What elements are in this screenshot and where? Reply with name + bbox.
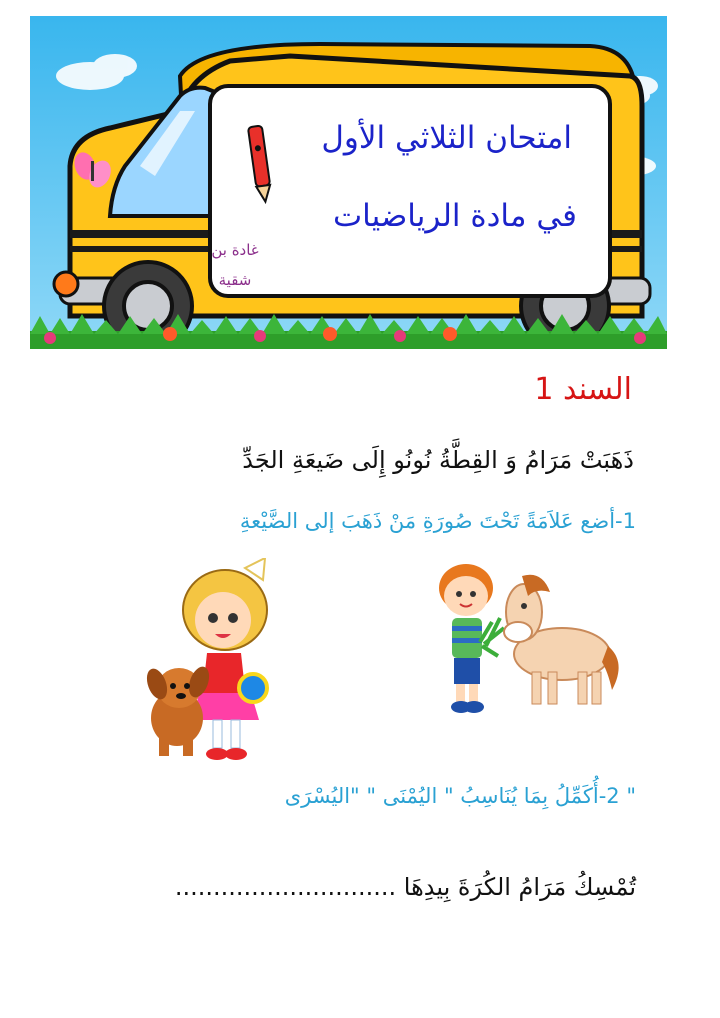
author-line-1: غادة بن xyxy=(211,241,259,259)
exam-subject: في مادة الرياضيات xyxy=(332,198,577,234)
question-2: " 2-أُكَمِّلُ بِمَا يُنَاسِبُ " اليُمْنَى " "اليُسْرَى xyxy=(284,784,636,808)
section-heading: السند 1 xyxy=(534,372,632,407)
completion-sentence[interactable]: تُمْسِكُ مَرَامُ الكُرَةَ بِيدِهَا ............................. xyxy=(174,873,636,901)
author-line-2: شقية xyxy=(218,271,252,289)
exam-banner xyxy=(30,16,667,349)
boy-with-pony-illustration xyxy=(432,562,627,722)
author-name xyxy=(200,235,270,295)
question-1: 1-أضع عَلاَمَةً تَحْتَ صُورَةِ مَنْ ذَهَبَ إلى الضَّيْعةِ xyxy=(239,509,636,533)
school-bus-illustration xyxy=(30,16,667,349)
girl-with-dog-illustration xyxy=(135,558,275,768)
story-sentence: ذَهَبَتْ مَرَامُ وَ القِطَّةُ نُونُو إِلَى ضَيعَةِ الجَدِّ xyxy=(242,446,634,474)
exam-title: امتحان الثلاثي الأول xyxy=(321,120,572,156)
